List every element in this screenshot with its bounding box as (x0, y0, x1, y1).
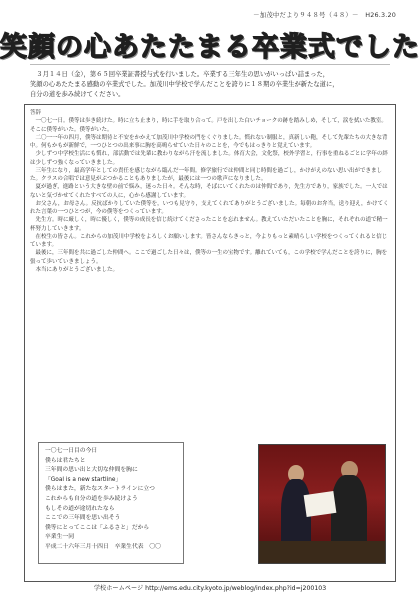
speech-paragraph: 本当にありがとうございました。 (30, 266, 119, 273)
photo-podium (259, 541, 385, 563)
intro-line: 自分の道を歩み続けてください。 (30, 91, 125, 99)
ceremony-photo (258, 444, 386, 564)
speech-paragraph: 二〇一一年の四月，僕等は期待と不安をかかえて加茂川中学校の門をくぐりました。慣れない制服と，真新しい鞄，そして先輩たちの大きな背中。何もかもが新鮮で，一つひとつの出来事に胸を高鳴らせていた日々のことを，今でもはっきりと覚えています。 (30, 134, 388, 149)
poem-line: 僕等にとってここは「ふるさと」だから (45, 524, 150, 531)
intro-line: 笑顔の心あたたまる感動の卒業式でした。加茂川中学校で学んだことを誇りに１８期の卒業生が新たな道に， (30, 81, 339, 89)
speech-heading: 答辞 (30, 110, 42, 116)
speech-paragraph: 夏が過ぎ，進路という大きな壁の前で悩み，迷った日々。そんな時，そばにいてくれたのは仲間であり，先生方であり，家族でした。一人ではないと気づかせてくれたすべての人に，心から感謝しています。 (30, 184, 388, 199)
poem-line: 一〇七一日目の今日 (45, 448, 98, 454)
speech-text (30, 109, 390, 274)
title-divider (30, 64, 390, 65)
footer-url: 学校ホームページ http://ems.edu.city.kyoto.jp/weblog/index.php?id=j200103 (93, 585, 327, 592)
speech-paragraph: 三年生になり，最高学年としての責任を感じながら臨んだ一年間。修学旅行では仲間と同じ時間を過ごし，かけがえのない思い出ができました。クラスの合唱では意見がぶつかることもありましたが，最後には一つの歌声になりました。 (30, 167, 383, 182)
poem-line: ここでの三年間を思い出そう (45, 515, 121, 522)
header-info: －加茂中だより９４８号（４８）－ H26.3.20 (253, 11, 396, 19)
intro-line: ３月１４日（金），第６５回卒業証書授与式を行いました。卒業する三年生の思いがいっぱい詰まった， (30, 71, 330, 78)
speech-paragraph: 少しずつ中学校生活にも慣れ，部活動では先輩に教わりながら汗を流しました。体育大会，文化祭，校外学習と，行事を重ねるごとに学年の絆は少しずつ強くなっていきました。 (30, 151, 388, 166)
page-title: 笑顔の心あたたまる卒業式でした (0, 32, 420, 63)
poem-line: もしその道が途切れたなら (45, 505, 115, 512)
poem-line: 平成二十六年三月十四日 卒業生代表 〇〇 (45, 543, 161, 550)
speech-paragraph: 一〇七一日。僕等は歩き続けた。時に立ち止まり，時に手を取り合って。戸を出した白いチョークの跡を踏みしめ，そして，涙を拭いた教室。そこに僕等がいた。僕等がいた。 (30, 118, 387, 133)
photo-diploma (304, 491, 337, 517)
poem-line: 三年間の思い出と大切な仲間を胸に (45, 467, 138, 474)
poem-line: 僕らは君たちと (45, 457, 86, 464)
speech-paragraph: お父さん，お母さん。反抗ばかりしていた僕等を，いつも見守り，支えてくれてありがとうございました。毎朝のお弁当，送り迎え，かけてくれた言葉の一つひとつが，今の僕等をつくっています。 (30, 200, 389, 215)
poem-line: これからも自分の道を歩み続けよう (45, 495, 138, 502)
intro-text (30, 70, 392, 101)
poem-line: 「Goal is a new startline」 (45, 476, 122, 483)
speech-paragraph: 最後に，三年間を共に過ごした仲間へ。ここで過ごした日々は，僕等の一生の宝物です。離れていても，この学校で学んだことを誇りに，胸を張って歩いていきましょう。 (30, 250, 388, 265)
speech-paragraph: 在校生の皆さん。これからの加茂川中学校をよろしくお願いします。皆さんならきっと，今よりもっと素晴らしい学校をつくってくれると信じています。 (30, 233, 388, 248)
poem-line: 僕らはまた，新たなスタートラインに立つ (45, 486, 155, 493)
poem-line: 卒業生一同 (45, 534, 74, 541)
speech-paragraph: 先生方。時に厳しく，時に優しく，僕等の成長を信じ続けてくださったことを忘れません。教えていただいたことを胸に，それぞれの道で精一杯努力していきます。 (30, 217, 388, 232)
poem-box (38, 442, 184, 564)
